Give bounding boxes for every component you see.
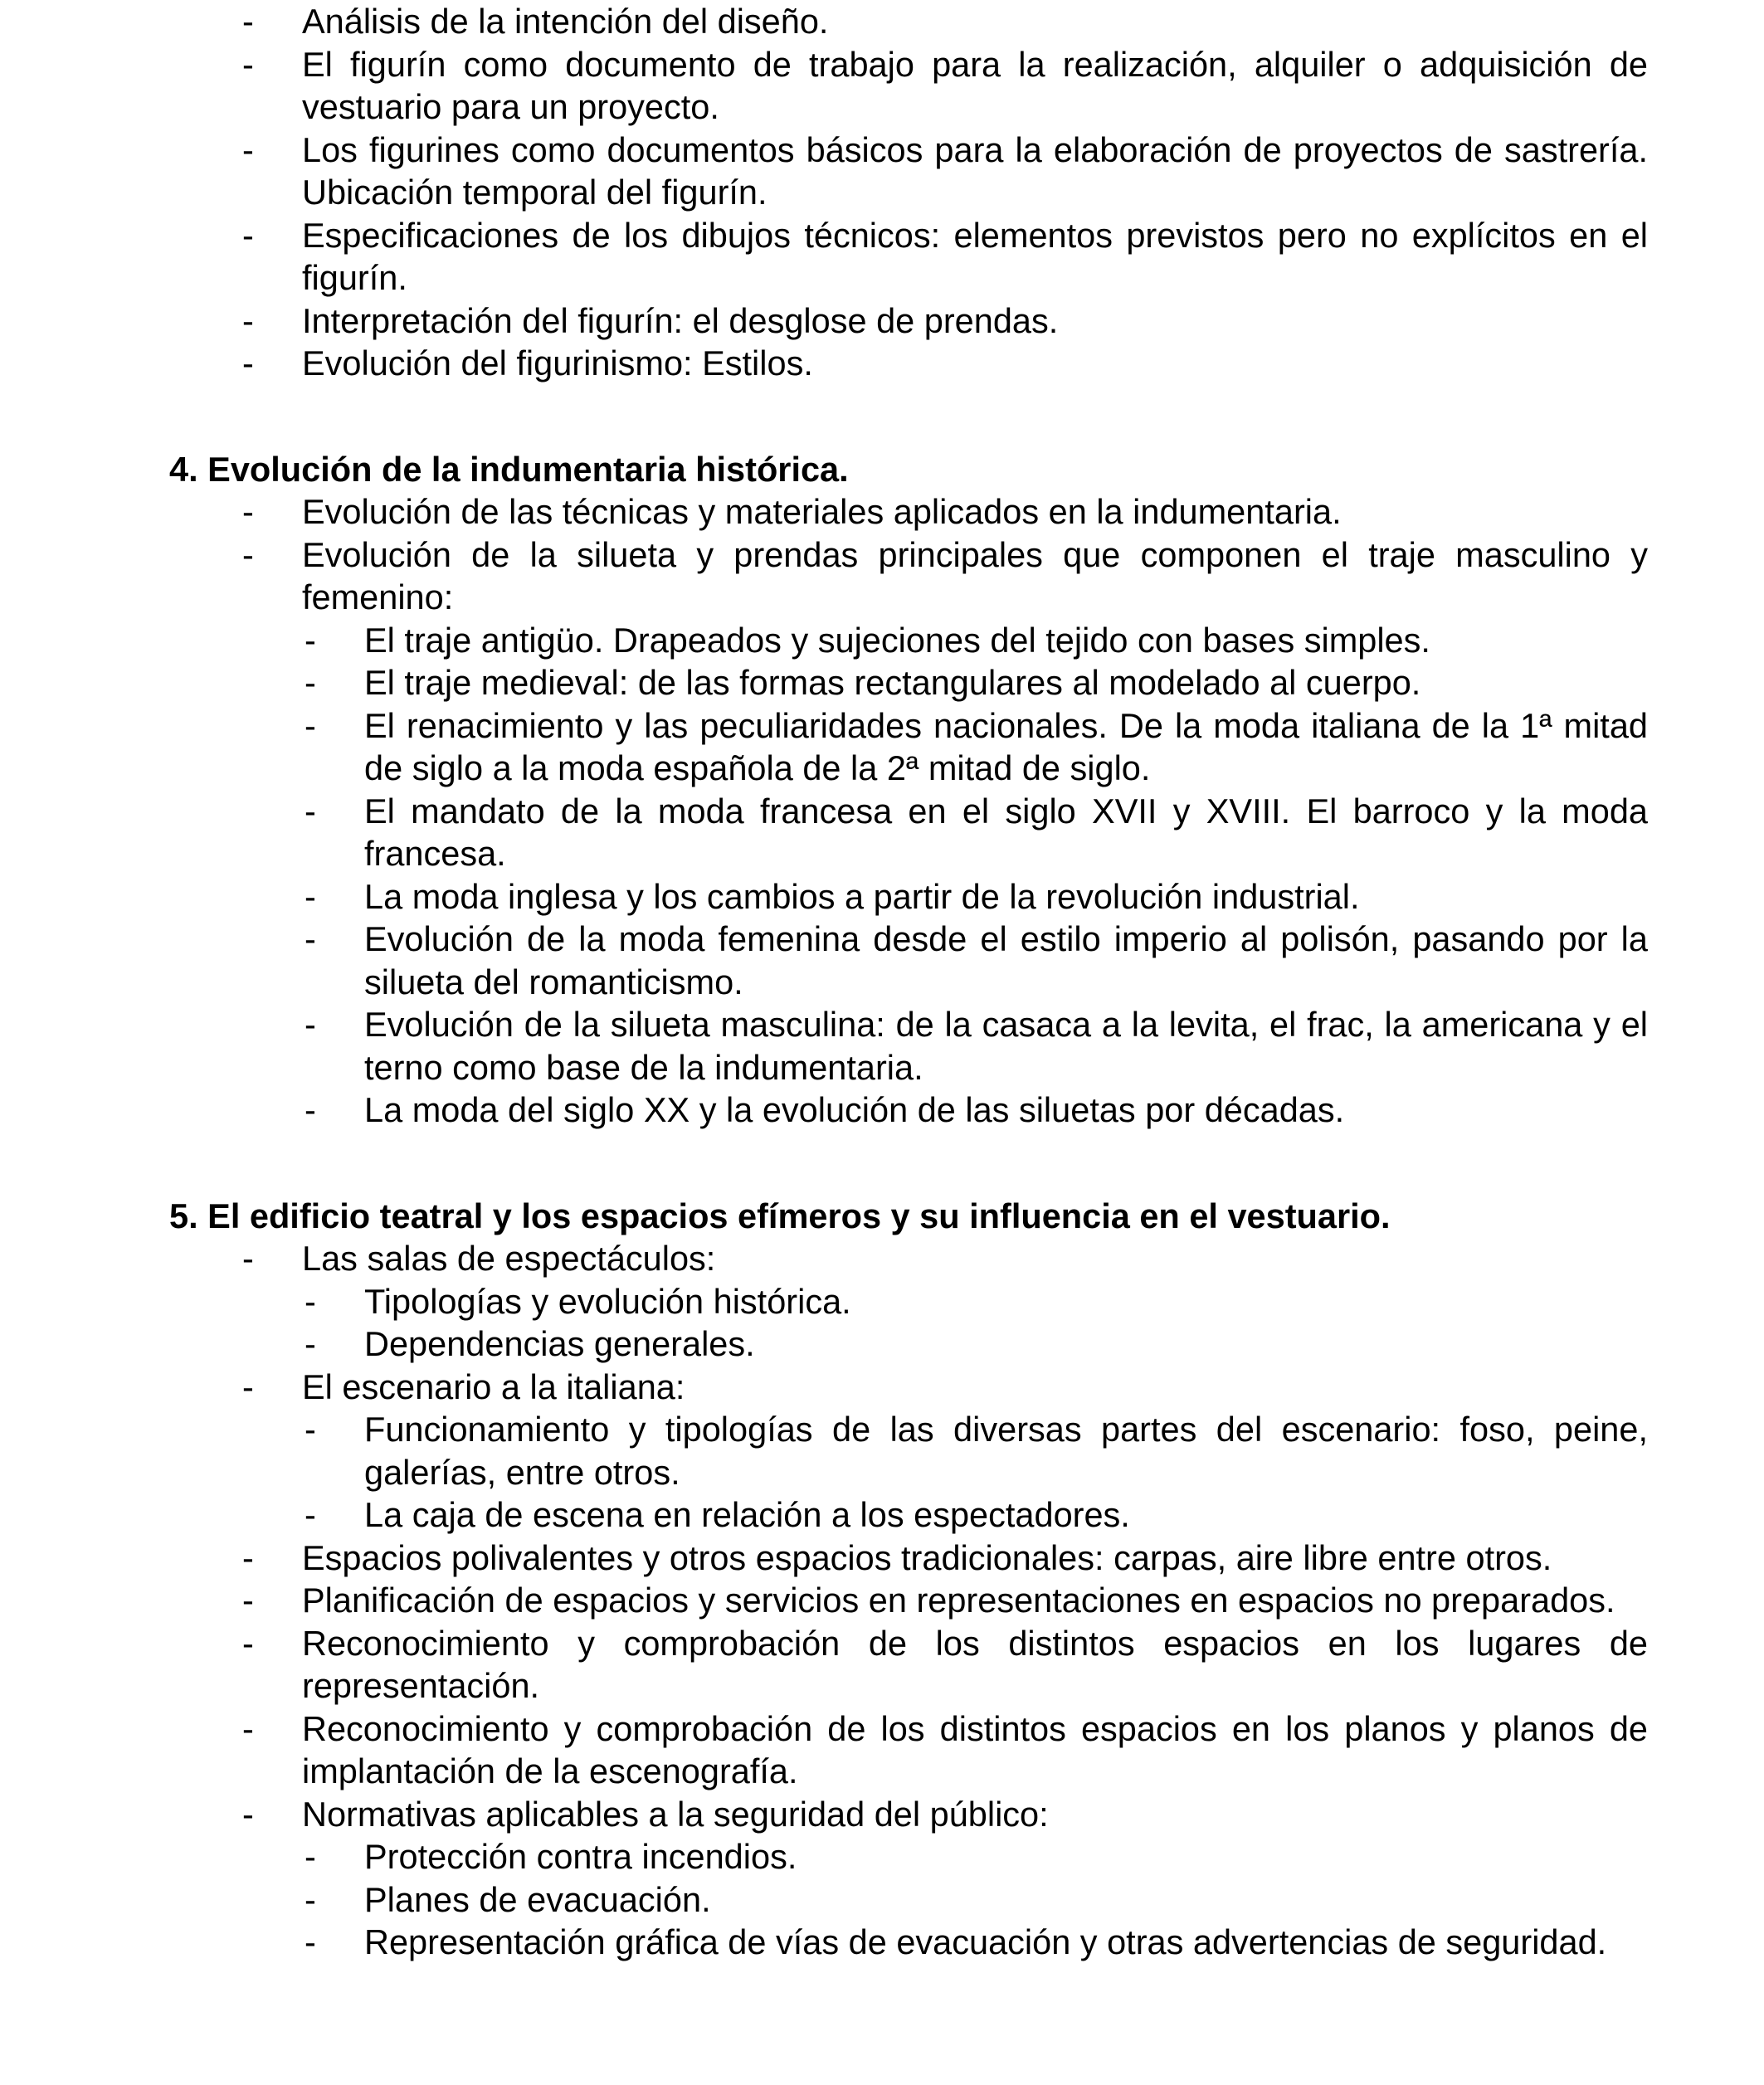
list-item-text: Espacios polivalentes y otros espacios tradicionales: carpas, aire libre entre otros. <box>302 1537 1552 1577</box>
list-item <box>0 1793 1648 1836</box>
bullet-dash: - <box>305 1837 316 1876</box>
list-item-text: Representación gráfica de vías de evacuación y otras advertencias de seguridad. <box>364 1922 1607 1961</box>
bullet-dash: - <box>242 534 254 574</box>
list-item-text: Análisis de la intención del diseño. <box>302 2 829 41</box>
sub-list-item <box>0 790 1648 875</box>
list-item-text: El figurín como documento de trabajo para la realización, alquiler o adquisición de vestuario para un proyecto. <box>302 44 1648 126</box>
list-item <box>0 1537 1648 1580</box>
list-item-text: Evolución de las técnicas y materiales aplicados en la indumentaria. <box>302 492 1342 531</box>
list-item-text: Planes de evacuación. <box>364 1879 711 1919</box>
bullet-dash: - <box>305 1879 316 1919</box>
list-item-text: El escenario a la italiana: <box>302 1366 685 1406</box>
list-item-text: Interpretación del figurín: el desglose de prendas. <box>302 300 1059 340</box>
section-heading: 4. Evolución de la indumentaria histórica. <box>169 449 849 489</box>
bullet-dash: - <box>305 620 316 660</box>
list-item-text: Evolución del figurinismo: Estilos. <box>302 343 813 382</box>
bullet-dash: - <box>242 343 254 382</box>
list-item-text: La moda inglesa y los cambios a partir de la revolución industrial. <box>364 876 1360 916</box>
list-item <box>0 342 1648 385</box>
list-item-text: El traje medieval: de las formas rectangulares al modelado al cuerpo. <box>364 663 1421 702</box>
list-item-text: Protección contra incendios. <box>364 1837 797 1876</box>
list-item-text: Evolución de la silueta masculina: de la casaca a la levita, el frac, la americana y el terno como base de la indumentaria. <box>364 1005 1648 1087</box>
sub-list-item <box>0 1921 1648 1964</box>
sub-list-item <box>0 1408 1648 1493</box>
sub-list-item <box>0 1003 1648 1089</box>
list-item <box>0 1366 1648 1409</box>
list-item <box>0 1579 1648 1622</box>
bullet-dash: - <box>242 492 254 531</box>
bullet-dash: - <box>305 663 316 702</box>
list-item <box>0 490 1648 533</box>
sub-list-item <box>0 619 1648 662</box>
bullet-dash: - <box>242 1537 254 1577</box>
bullet-dash: - <box>242 1623 254 1663</box>
sub-list-item <box>0 1493 1648 1537</box>
bullet-dash: - <box>305 1324 316 1363</box>
bullet-dash: - <box>242 1794 254 1834</box>
bullet-dash: - <box>242 300 254 340</box>
list-item-text: Funcionamiento y tipologías de las diversas partes del escenario: foso, peine, galerías, entre otros. <box>364 1410 1648 1492</box>
sub-list-item <box>0 704 1648 790</box>
bullet-dash: - <box>305 1090 316 1129</box>
list-item <box>0 214 1648 300</box>
list-item-text: Especificaciones de los dibujos técnicos: elementos previstos pero no explícitos en el figurín. <box>302 215 1648 297</box>
bullet-dash: - <box>242 44 254 84</box>
bullet-dash: - <box>242 1708 254 1748</box>
bullet-dash: - <box>242 1239 254 1278</box>
sub-list-item <box>0 661 1648 704</box>
bullet-dash: - <box>305 1410 316 1449</box>
bullet-dash: - <box>305 876 316 916</box>
list-item-text: Evolución de la silueta y prendas principales que componen el traje masculino y femenino: <box>302 534 1648 616</box>
bullet-dash: - <box>242 1581 254 1620</box>
section-heading: 5. El edificio teatral y los espacios efímeros y su influencia en el vestuario. <box>169 1196 1391 1235</box>
bullet-dash: - <box>305 1495 316 1534</box>
sub-list-item <box>0 918 1648 1003</box>
list-item-text: Reconocimiento y comprobación de los distintos espacios en los lugares de representación. <box>302 1623 1648 1705</box>
list-item <box>0 300 1648 343</box>
list-item-text: Tipologías y evolución histórica. <box>364 1281 851 1321</box>
sub-list-item <box>0 1878 1648 1922</box>
list-item-text: Dependencias generales. <box>364 1324 755 1363</box>
bullet-dash: - <box>242 2 254 41</box>
list-item <box>0 1237 1648 1280</box>
sub-list-item <box>0 1280 1648 1323</box>
list-item <box>0 129 1648 214</box>
bullet-dash: - <box>305 1005 316 1044</box>
list-item <box>0 1622 1648 1707</box>
list-item-text: La caja de escena en relación a los espectadores. <box>364 1495 1130 1534</box>
bullet-dash: - <box>305 919 316 958</box>
list-item <box>0 0 1648 43</box>
list-item-text: La moda del siglo XX y la evolución de las siluetas por décadas. <box>364 1090 1345 1129</box>
bullet-dash: - <box>305 705 316 745</box>
bullet-dash: - <box>305 1281 316 1321</box>
list-item-text: El mandato de la moda francesa en el siglo XVII y XVIII. El barroco y la moda francesa. <box>364 791 1648 873</box>
list-item-text: El traje antigüo. Drapeados y sujeciones del tejido con bases simples. <box>364 620 1430 660</box>
list-item <box>0 1707 1648 1793</box>
sub-list-item <box>0 875 1648 918</box>
bullet-dash: - <box>242 1366 254 1406</box>
list-item-text: Normativas aplicables a la seguridad del público: <box>302 1794 1049 1834</box>
sub-list-item <box>0 1323 1648 1366</box>
bullet-dash: - <box>305 791 316 831</box>
bullet-dash: - <box>242 215 254 255</box>
list-item-text: Planificación de espacios y servicios en representaciones en espacios no preparados. <box>302 1581 1615 1620</box>
bullet-dash: - <box>305 1922 316 1961</box>
list-item-text: Reconocimiento y comprobación de los distintos espacios en los planos y planos de implantación de la escenografía. <box>302 1708 1648 1790</box>
list-item-text: Los figurines como documentos básicos para la elaboración de proyectos de sastrería. Ubicación temporal del figurín. <box>302 129 1648 212</box>
sub-list-item <box>0 1089 1648 1132</box>
list-item-text: El renacimiento y las peculiaridades nacionales. De la moda italiana de la 1ª mitad de siglo a la moda española de la 2ª mitad de siglo. <box>364 705 1648 787</box>
bullet-dash: - <box>242 129 254 169</box>
list-item <box>0 43 1648 129</box>
list-item-text: Las salas de espectáculos: <box>302 1239 716 1278</box>
list-item <box>0 533 1648 619</box>
sub-list-item <box>0 1835 1648 1878</box>
list-item-text: Evolución de la moda femenina desde el estilo imperio al polisón, pasando por la silueta del romanticismo. <box>364 919 1648 1001</box>
